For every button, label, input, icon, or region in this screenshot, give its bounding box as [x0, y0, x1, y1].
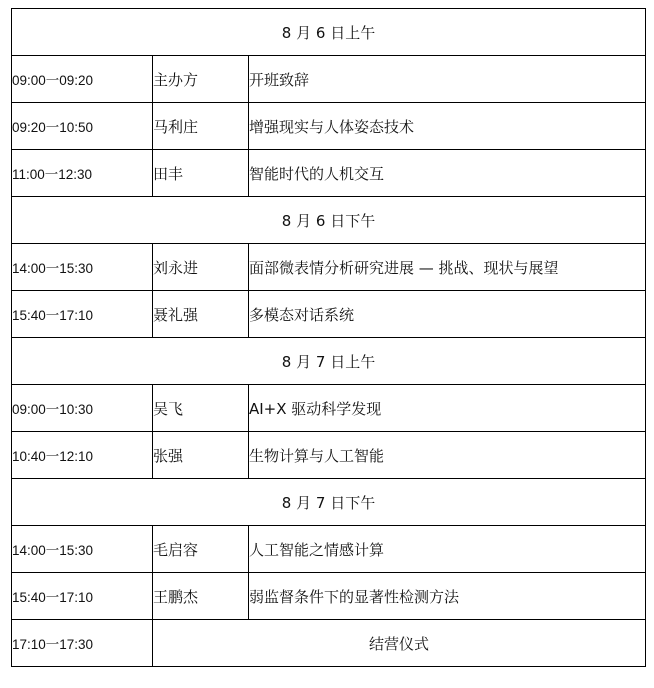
day-header-row	[12, 197, 646, 244]
session-speaker: 王鹏杰	[153, 573, 249, 620]
day-header-row	[12, 479, 646, 526]
day-header: 8 月 6 日上午	[12, 9, 646, 56]
table-row	[12, 385, 646, 432]
schedule-table	[11, 8, 646, 667]
closing-ceremony: 结营仪式	[153, 620, 646, 667]
session-topic: 弱监督条件下的显著性检测方法	[249, 573, 646, 620]
session-time: 10:40一12:10	[12, 432, 153, 479]
session-topic: 人工智能之情感计算	[249, 526, 646, 573]
session-time: 14:00一15:30	[12, 526, 153, 573]
session-speaker: 主办方	[153, 56, 249, 103]
table-row	[12, 573, 646, 620]
day-header-row	[12, 338, 646, 385]
session-speaker: 吴飞	[153, 385, 249, 432]
session-time: 11:00一12:30	[12, 150, 153, 197]
table-row	[12, 103, 646, 150]
session-topic: 面部微表情分析研究进展 — 挑战、现状与展望	[249, 244, 646, 291]
session-topic: 生物计算与人工智能	[249, 432, 646, 479]
table-row	[12, 150, 646, 197]
table-row	[12, 56, 646, 103]
day-header: 8 月 6 日下午	[12, 197, 646, 244]
session-topic: AI+X 驱动科学发现	[249, 385, 646, 432]
day-header-row	[12, 9, 646, 56]
table-row	[12, 432, 646, 479]
session-topic: 智能时代的人机交互	[249, 150, 646, 197]
session-time: 15:40一17:10	[12, 291, 153, 338]
session-speaker: 马利庄	[153, 103, 249, 150]
session-time: 09:00一09:20	[12, 56, 153, 103]
session-speaker: 田丰	[153, 150, 249, 197]
session-speaker: 张强	[153, 432, 249, 479]
session-speaker: 刘永进	[153, 244, 249, 291]
session-time: 09:20一10:50	[12, 103, 153, 150]
session-time: 15:40一17:10	[12, 573, 153, 620]
session-speaker: 毛启容	[153, 526, 249, 573]
session-topic: 多模态对话系统	[249, 291, 646, 338]
closing-time: 17:10一17:30	[12, 620, 153, 667]
table-row	[12, 526, 646, 573]
session-time: 09:00一10:30	[12, 385, 153, 432]
day-header: 8 月 7 日下午	[12, 479, 646, 526]
table-row	[12, 244, 646, 291]
session-topic: 增强现实与人体姿态技术	[249, 103, 646, 150]
session-topic: 开班致辞	[249, 56, 646, 103]
session-time: 14:00一15:30	[12, 244, 153, 291]
day-header: 8 月 7 日上午	[12, 338, 646, 385]
table-row	[12, 291, 646, 338]
closing-row	[12, 620, 646, 667]
session-speaker: 聂礼强	[153, 291, 249, 338]
